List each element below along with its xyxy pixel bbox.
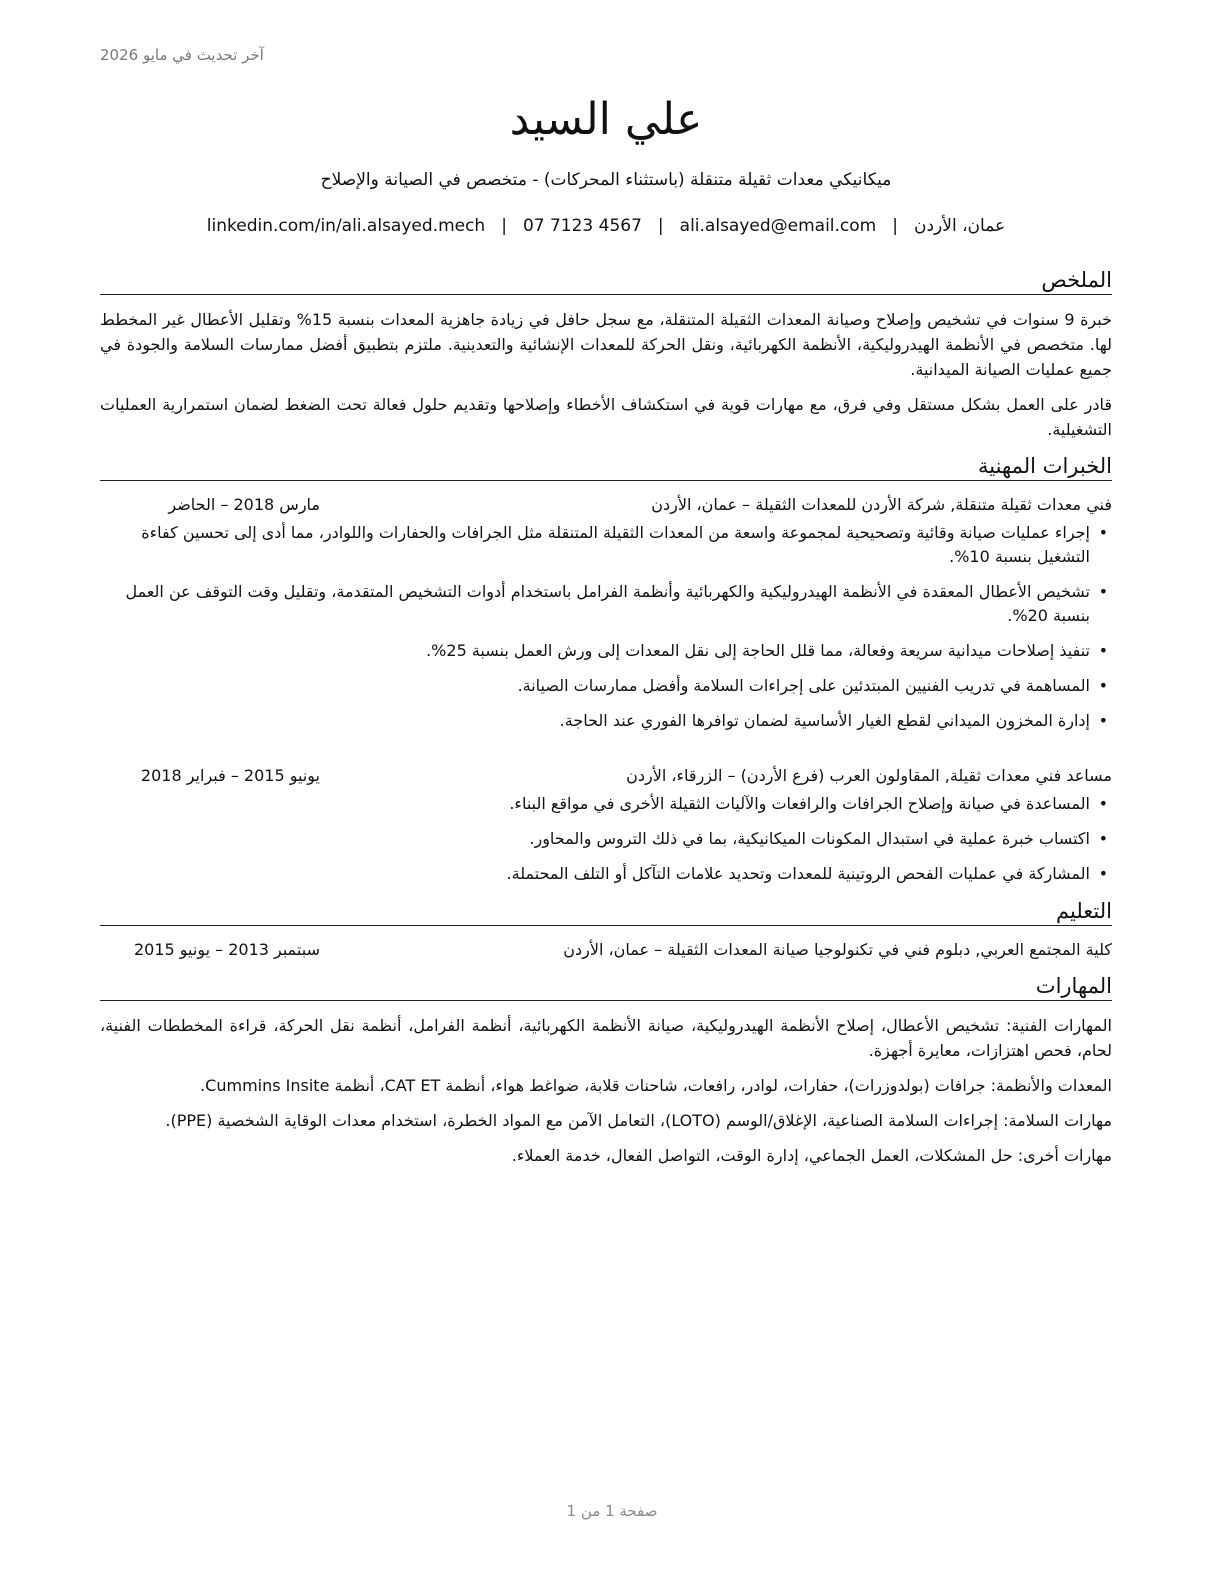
skill-line: مهارات أخرى: حل المشكلات، العمل الجماعي، إدارة الوقت، التواصل الفعال، خدمة العملاء. [511, 1146, 1112, 1165]
education-dates: سبتمبر 2013 – يونيو 2015 [133, 940, 320, 959]
education-entry [100, 938, 1112, 962]
job-bullets [100, 792, 1112, 886]
section-title: الخبرات المهنية [100, 452, 1112, 481]
list-item: • إدارة المخزون الميداني لقطع الغيار الأساسية لضمان توافرها الفوري عند الحاجة. [100, 709, 1112, 733]
summary-section [100, 266, 1112, 442]
contact-line [100, 214, 1112, 238]
candidate-tagline: ميكانيكي معدات ثقيلة متنقلة (باستثناء المحركات) - متخصص في الصيانة والإصلاح [320, 170, 892, 190]
education-heading: كلية المجتمع العربي, دبلوم فني في تكنولوجيا صيانة المعدات الثقيلة – عمان، الأردن [563, 940, 1112, 959]
summary-paragraph: قادر على العمل بشكل مستقل وفي فرق، مع مهارات قوية في استكشاف الأخطاء وإصلاحها وتقديم حلول فعالة تحت الضغط لضمان استمرارية العمليات التشغيلية. [100, 395, 1112, 439]
list-item: • إجراء عمليات صيانة وقائية وتصحيحية لمجموعة واسعة من المعدات الثقيلة المتنقلة مثل الجرافات والحفارات واللوادر، مما أدى إلى تحسين كفاءة التشغيل بنسبة 10%. [100, 521, 1112, 569]
skill-line: مهارات السلامة: إجراءات السلامة الصناعية، الإغلاق/الوسم (LOTO)، التعامل الآمن مع المواد الخطرة، استخدام معدات الوقاية الشخصية (PPE). [165, 1111, 1112, 1130]
contact-separator: | [657, 216, 664, 236]
contact-separator: | [501, 216, 507, 236]
experience-section [100, 452, 1112, 886]
list-item: • تنفيذ إصلاحات ميدانية سريعة وفعالة، مما قلل الحاجة إلى نقل المعدات إلى ورش العمل بنسبة 25%. [100, 639, 1112, 663]
job-heading: فني معدات ثقيلة متنقلة, شركة الأردن للمعدات الثقيلة – عمان، الأردن [651, 495, 1112, 514]
resume-page [100, 90, 1112, 1178]
section-title: التعليم [100, 897, 1112, 926]
summary-paragraph: خبرة 9 سنوات في تشخيص وإصلاح وصيانة المعدات الثقيلة المتنقلة، مع سجل حافل في زيادة جاهزية المعدات بنسبة 15% وتقليل الأعطال غير المخطط لها. متخصص في الأنظمة الهيدروليكية، الأنظمة الكهربائية، ونقل الحركة للمعدات الإنشائية والتعدينية. ملتزم بتطبيق أفضل ممارسات السلامة والجودة في جميع عمليات الصيانة الميدانية. [100, 310, 1113, 379]
job-dates: يونيو 2015 – فبراير 2018 [140, 766, 320, 785]
job-entry [100, 493, 1112, 733]
job-heading: مساعد فني معدات ثقيلة, المقاولون العرب (فرع الأردن) – الزرقاء، الأردن [626, 766, 1112, 785]
skill-line: المهارات الفنية: تشخيص الأعطال، إصلاح الأنظمة الهيدروليكية، صيانة الأنظمة الكهربائية، أنظمة الفرامل، أنظمة نقل الحركة، قراءة المخططات الفنية، لحام، فحص اهتزازات، معايرة أجهزة. [100, 1016, 1112, 1060]
last-updated-note: آخر تحديث في مايو 2026 [100, 46, 264, 64]
list-item: • اكتساب خبرة عملية في استبدال المكونات الميكانيكية، بما في ذلك التروس والمحاور. [100, 827, 1112, 851]
list-item: • المساعدة في صيانة وإصلاح الجرافات والرافعات والآليات الثقيلة الأخرى في مواقع البناء. [100, 792, 1112, 816]
section-title: الملخص [100, 266, 1112, 295]
list-item: • تشخيص الأعطال المعقدة في الأنظمة الهيدروليكية والكهربائية وأنظمة الفرامل باستخدام أدوات التشخيص المتقدمة، وتقليل وقت التوقف عن العمل بنسبة 20%. [100, 580, 1112, 628]
job-bullets [100, 521, 1112, 733]
education-section [100, 897, 1112, 962]
skill-line: المعدات والأنظمة: جرافات (بولدوزرات)، حفارات، لوادر، رافعات، شاحنات قلابة، ضواغط هواء، أنظمة CAT ET، أنظمة Cummins Insite. [200, 1076, 1112, 1095]
contact-location: عمان، الأردن [913, 216, 1006, 236]
candidate-name: علي السيد [509, 94, 703, 145]
job-dates: مارس 2018 – الحاضر [168, 495, 320, 514]
contact-email[interactable]: ali.alsayed@email.com [679, 216, 877, 236]
job-entry [100, 764, 1112, 886]
list-item: • المساهمة في تدريب الفنيين المبتدئين على إجراءات السلامة وأفضل ممارسات الصيانة. [100, 674, 1112, 698]
list-item: • المشاركة في عمليات الفحص الروتينية للمعدات وتحديد علامات التآكل أو التلف المحتملة. [100, 862, 1112, 886]
contact-separator: | [892, 216, 898, 236]
skills-section [100, 972, 1112, 1168]
contact-phone: 07 7123 4567 [522, 216, 642, 236]
page-number: صفحة 1 من 1 [566, 1502, 658, 1520]
section-title: المهارات [100, 972, 1112, 1001]
contact-linkedin[interactable]: linkedin.com/in/ali.alsayed.mech [206, 216, 486, 236]
